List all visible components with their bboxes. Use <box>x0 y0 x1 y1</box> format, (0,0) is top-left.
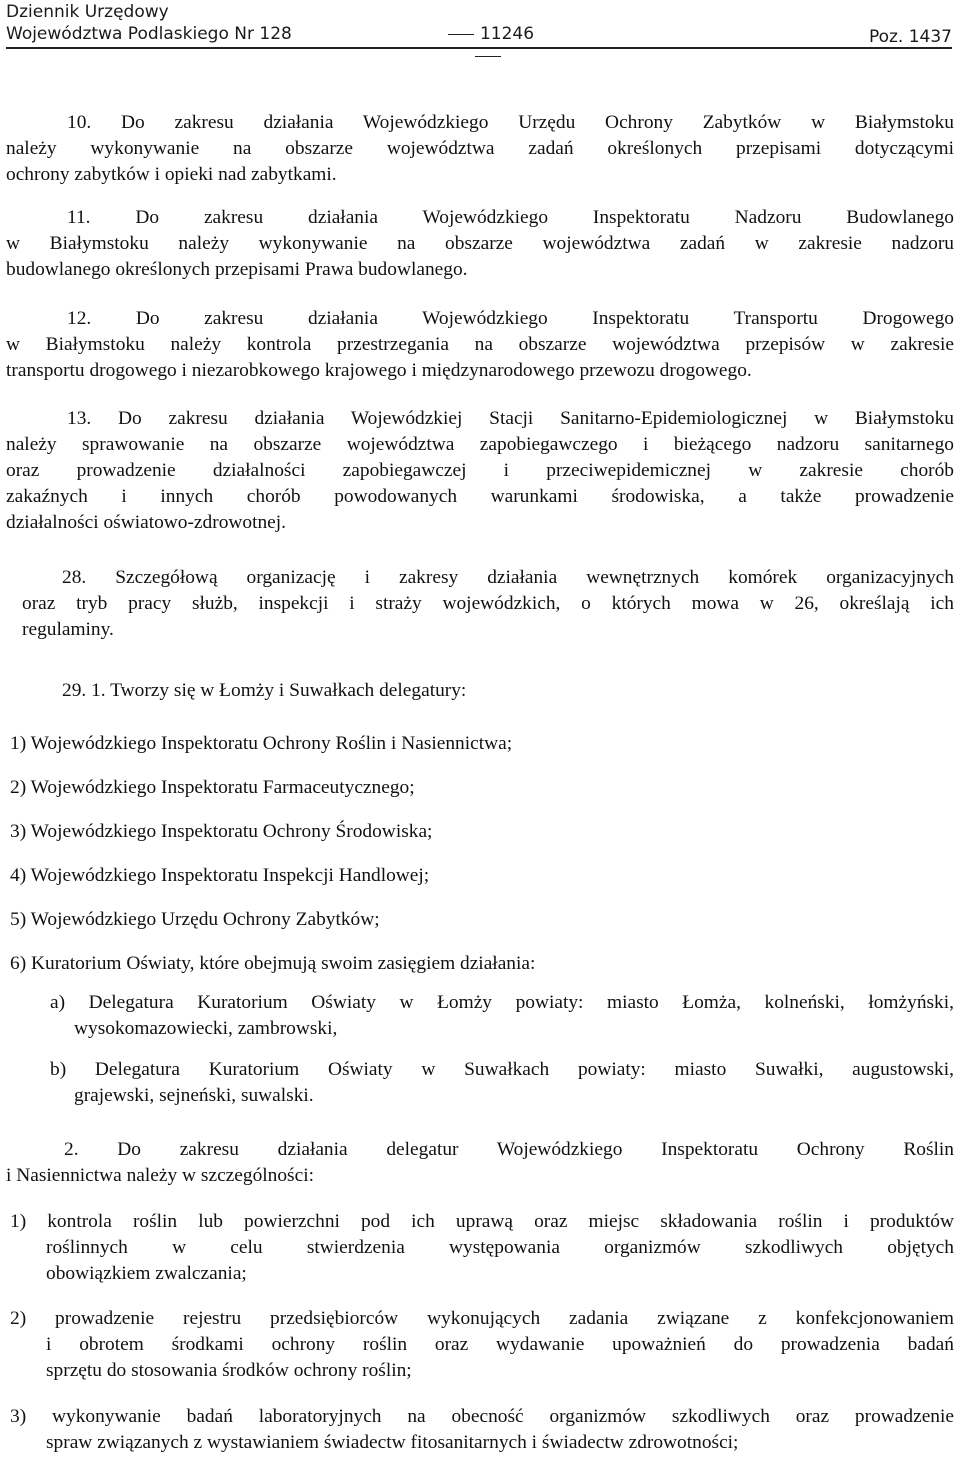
text-line: 1) kontrola roślin lub powierzchni pod ich uprawą oraz miejsc składowania roślin i produktów <box>10 1211 954 1232</box>
sub-item-b <box>50 1057 954 1109</box>
task-3 <box>10 1404 954 1456</box>
text-line: należy wykonywanie na obszarze województwa zadań określonych przepisami dotyczącymi <box>6 138 954 159</box>
paragraph-12 <box>6 306 954 384</box>
text-line: i obrotem środkami ochrony roślin oraz wydawanie upoważnień do prowadzenia badań <box>46 1334 954 1355</box>
position-number: Poz. 1437 <box>868 27 952 47</box>
paragraph-11 <box>6 205 954 283</box>
section-29 <box>62 678 466 704</box>
paragraph-13 <box>6 406 954 536</box>
list-item: 4) Wojewódzkiego Inspektoratu Inspekcji Handlowej; <box>10 865 430 886</box>
text-line: spraw związanych z wystawianiem świadectw fitosanitarnych i świadectw zdrowotności; <box>46 1432 739 1453</box>
text-line: transportu drogowego i niezarobkowego krajowego i międzynarodowego przewozu drogowego. <box>6 360 752 381</box>
list-item: 6) Kuratorium Oświaty, które obejmują swoim zasięgiem działania: <box>10 953 536 974</box>
text-line: w Białymstoku należy kontrola przestrzegania na obszarze województwa przepisów w zakresie <box>6 334 954 355</box>
list-item: 2) Wojewódzkiego Inspektoratu Farmaceutycznego; <box>10 777 415 798</box>
text-line: należy sprawowanie na obszarze województwa zapobiegawczego i bieżącego nadzoru sanitarnego <box>6 434 954 455</box>
text-line: 13. Do zakresu działania Wojewódzkiej Stacji Sanitarno-Epidemiologicznej w Białymstoku <box>67 408 954 429</box>
text-line: w Białymstoku należy wykonywanie na obszarze województwa zadań w zakresie nadzoru <box>6 233 954 254</box>
text-line: oraz tryb pracy służb, inspekcji i straży wojewódzkich, o których mowa w 26, określają ich <box>22 593 954 614</box>
text-line: ochrony zabytków i opieki nad zabytkami. <box>6 164 337 185</box>
text-line: sprzętu do stosowania środków ochrony roślin; <box>46 1360 412 1381</box>
text-line: grajewski, sejneński, suwalski. <box>74 1085 314 1106</box>
task-1 <box>10 1209 954 1287</box>
text-line: budowlanego określonych przepisami Prawa budowlanego. <box>6 259 468 280</box>
text-line: i Nasiennictwa należy w szczególności: <box>6 1165 314 1186</box>
paragraph-2 <box>6 1137 954 1189</box>
text-line: 3) wykonywanie badań laboratoryjnych na obecność organizmów szkodliwych oraz prowadzenie <box>10 1406 954 1427</box>
paragraph-10 <box>6 110 954 188</box>
text-line: 28. Szczegółową organizację i zakresy działania wewnętrznych komórek organizacyjnych <box>62 567 954 588</box>
text-line: b) Delegatura Kuratorium Oświaty w Suwałkach powiaty: miasto Suwałki, augustowski, <box>50 1059 954 1080</box>
list-item: 5) Wojewódzkiego Urzędu Ochrony Zabytków; <box>10 909 380 930</box>
list-item: 1) Wojewódzkiego Inspektoratu Ochrony Roślin i Nasiennictwa; <box>10 733 513 754</box>
text-line: roślinnych w celu stwierdzenia występowania organizmów szkodliwych objętych <box>46 1237 954 1258</box>
text-line: 12. Do zakresu działania Wojewódzkiego Inspektoratu Transportu Drogowego <box>67 308 954 329</box>
page-header <box>6 0 952 46</box>
text-line: 2. Do zakresu działania delegatur Wojewódzkiego Inspektoratu Ochrony Roślin <box>64 1139 954 1160</box>
journal-issue: Województwa Podlaskiego Nr 128 <box>6 24 292 44</box>
text-line: działalności oświatowo-zdrowotnej. <box>6 512 287 533</box>
header-rule <box>6 47 952 49</box>
text-line: 11. Do zakresu działania Wojewódzkiego Inspektoratu Nadzoru Budowlanego <box>67 207 954 228</box>
text-line: obowiązkiem zwalczania; <box>46 1263 247 1284</box>
section-28 <box>22 565 954 643</box>
text-line: a) Delegatura Kuratorium Oświaty w Łomży powiaty: miasto Łomża, kolneński, łomżyński, <box>50 992 954 1013</box>
text-line: 29. 1. Tworzy się w Łomży i Suwałkach delegatury: <box>62 680 467 701</box>
page-number <box>432 23 544 67</box>
text-line: wysokomazowiecki, zambrowski, <box>74 1018 338 1039</box>
delegation-list <box>10 731 950 977</box>
text-line: 10. Do zakresu działania Wojewódzkiego Urzędu Ochrony Zabytków w Białymstoku <box>67 112 954 133</box>
journal-title: Dziennik Urzędowy <box>6 2 169 22</box>
text-line: 2) prowadzenie rejestru przedsiębiorców wykonujących zadania związane z konfekcjonowaniem <box>10 1308 954 1329</box>
text-line: regulaminy. <box>22 619 114 640</box>
text-line: zakaźnych i innych chorób powodowanych warunkami środowiska, a także prowadzenie <box>6 486 954 507</box>
list-item: 3) Wojewódzkiego Inspektoratu Ochrony Środowiska; <box>10 821 433 842</box>
page-number-value: 11246 <box>479 24 535 44</box>
task-2 <box>10 1306 954 1384</box>
sub-item-a <box>50 990 954 1042</box>
text-line: oraz prowadzenie działalności zapobiegawczej i przeciwepidemicznej w zakresie chorób <box>6 460 954 481</box>
